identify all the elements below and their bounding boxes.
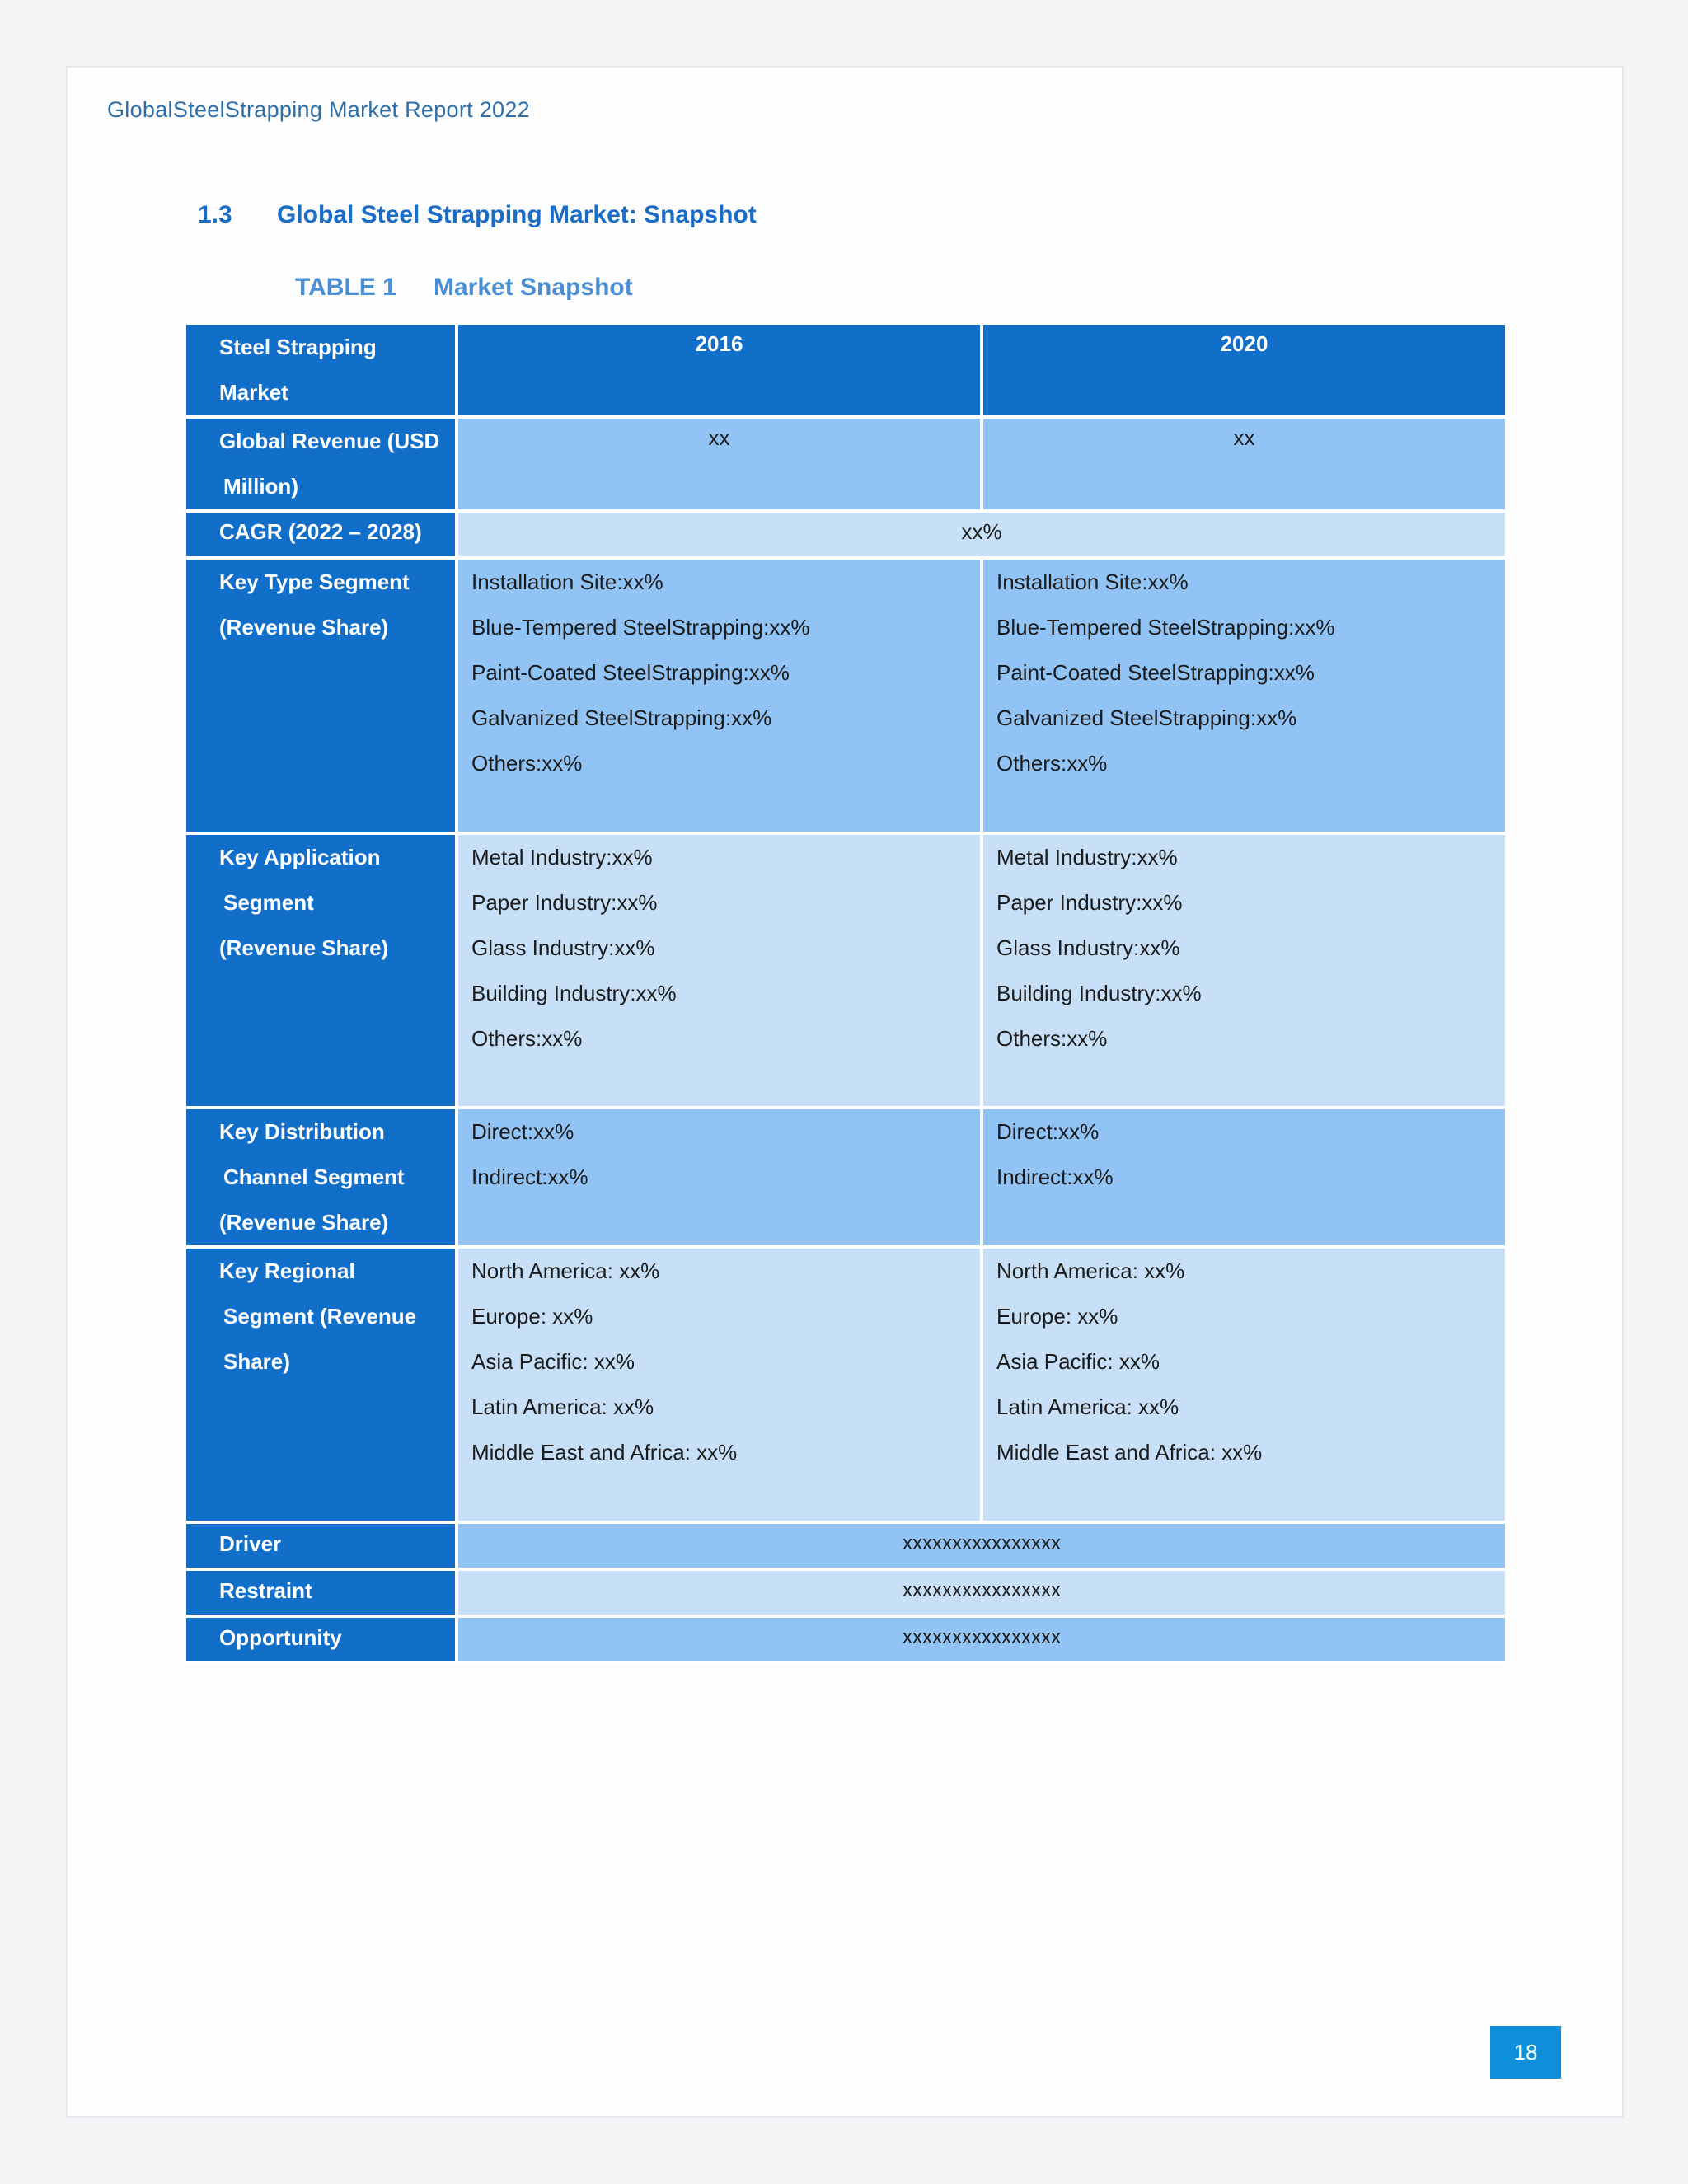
- list-item: Asia Pacific: xx%: [471, 1349, 635, 1374]
- list-item: Building Industry:xx%: [996, 981, 1202, 1005]
- row-label-line: CAGR (2022 – 2028): [219, 519, 422, 544]
- list-item: Europe: xx%: [996, 1304, 1118, 1329]
- list-item: Blue-Tempered SteelStrapping:xx%: [996, 615, 1335, 640]
- list-item: North America: xx%: [471, 1258, 660, 1283]
- row-label-line: Key Application: [219, 845, 381, 869]
- table-title: Market Snapshot: [434, 274, 633, 301]
- list-item: Glass Industry:xx%: [471, 935, 655, 960]
- row-label-line: Key Distribution: [219, 1119, 385, 1144]
- row-label-regional-segment: [185, 1247, 457, 1522]
- row-label-line: Key Type Segment: [219, 569, 410, 594]
- application-segment-2016: [457, 833, 982, 1108]
- regional-segment-2020: [982, 1247, 1507, 1522]
- row-label-application-segment: [185, 833, 457, 1108]
- distribution-segment-2020: [982, 1108, 1507, 1247]
- section-heading: [198, 201, 757, 229]
- header-label-line: Steel Strapping: [219, 335, 377, 359]
- page-number-badge: 18: [1490, 2026, 1561, 2079]
- list-item: Installation Site:xx%: [471, 569, 663, 594]
- year-2020-header: 2020: [982, 323, 1507, 417]
- list-item: Others:xx%: [996, 1026, 1108, 1051]
- list-item: Middle East and Africa: xx%: [471, 1440, 738, 1465]
- list-item: North America: xx%: [996, 1258, 1185, 1283]
- row-label-line: Opportunity: [219, 1625, 342, 1650]
- table-caption: [295, 274, 633, 302]
- list-item: Direct:xx%: [471, 1119, 574, 1144]
- list-item: Indirect:xx%: [996, 1165, 1114, 1189]
- list-item: Paint-Coated SteelStrapping:xx%: [471, 660, 790, 685]
- list-item: Europe: xx%: [471, 1304, 593, 1329]
- list-item: Paint-Coated SteelStrapping:xx%: [996, 660, 1315, 685]
- cagr-value: xx%: [457, 511, 1507, 558]
- row-label-revenue: [185, 417, 457, 511]
- row-label-line: Restraint: [219, 1578, 312, 1603]
- header-label-cell: [185, 323, 457, 417]
- list-item: Latin America: xx%: [471, 1394, 654, 1419]
- row-label-line: Million): [223, 474, 298, 499]
- row-label-cagr: [185, 511, 457, 558]
- row-label-line: Global Revenue (USD: [219, 429, 440, 453]
- list-item: Latin America: xx%: [996, 1394, 1179, 1419]
- row-label-driver: [185, 1522, 457, 1569]
- row-label-restraint: [185, 1569, 457, 1616]
- revenue-2020-value: xx: [982, 417, 1507, 511]
- list-item: Galvanized SteelStrapping:xx%: [996, 705, 1297, 730]
- distribution-segment-2016: [457, 1108, 982, 1247]
- table-number: TABLE 1: [295, 274, 396, 301]
- list-item: Blue-Tempered SteelStrapping:xx%: [471, 615, 810, 640]
- driver-value: xxxxxxxxxxxxxxxx: [457, 1522, 1507, 1569]
- row-label-line: (Revenue Share): [219, 615, 389, 640]
- row-label-distribution-segment: [185, 1108, 457, 1247]
- row-label-opportunity: [185, 1616, 457, 1663]
- row-label-line: Key Regional: [219, 1258, 355, 1283]
- table-row-cagr: [185, 511, 1507, 558]
- list-item: Building Industry:xx%: [471, 981, 677, 1005]
- list-item: Others:xx%: [471, 1026, 583, 1051]
- list-item: Paper Industry:xx%: [996, 890, 1183, 915]
- row-label-line: Segment: [223, 890, 314, 915]
- row-label-line: Driver: [219, 1531, 282, 1556]
- row-label-line: (Revenue Share): [219, 1210, 389, 1235]
- list-item: Middle East and Africa: xx%: [996, 1440, 1263, 1465]
- row-label-line: (Revenue Share): [219, 935, 389, 960]
- row-label-line: Channel Segment: [223, 1165, 405, 1189]
- list-item: Others:xx%: [996, 751, 1108, 776]
- table-row-regional-segment: [185, 1247, 1507, 1522]
- table-row-application-segment: [185, 833, 1507, 1108]
- list-item: Metal Industry:xx%: [996, 845, 1178, 869]
- year-2016-header: 2016: [457, 323, 982, 417]
- row-label-type-segment: [185, 558, 457, 833]
- row-label-line: Segment (Revenue: [223, 1304, 417, 1329]
- list-item: Asia Pacific: xx%: [996, 1349, 1160, 1374]
- list-item: Metal Industry:xx%: [471, 845, 653, 869]
- type-segment-2016: [457, 558, 982, 833]
- regional-segment-2016: [457, 1247, 982, 1522]
- header-label-line: Market: [219, 380, 288, 405]
- row-label-line: Share): [223, 1349, 290, 1374]
- list-item: Glass Industry:xx%: [996, 935, 1180, 960]
- running-header: GlobalSteelStrapping Market Report 2022: [107, 97, 530, 122]
- list-item: Paper Industry:xx%: [471, 890, 658, 915]
- list-item: Direct:xx%: [996, 1119, 1100, 1144]
- list-item: Others:xx%: [471, 751, 583, 776]
- list-item: Indirect:xx%: [471, 1165, 588, 1189]
- table-header-row: [185, 323, 1507, 417]
- section-number: 1.3: [198, 201, 232, 228]
- table-row-type-segment: [185, 558, 1507, 833]
- table-row-driver: [185, 1522, 1507, 1569]
- type-segment-2020: [982, 558, 1507, 833]
- revenue-2016-value: xx: [457, 417, 982, 511]
- application-segment-2020: [982, 833, 1507, 1108]
- section-title: Global Steel Strapping Market: Snapshot: [277, 201, 757, 228]
- market-snapshot-table: [183, 321, 1508, 1665]
- opportunity-value: xxxxxxxxxxxxxxxx: [457, 1616, 1507, 1663]
- list-item: Installation Site:xx%: [996, 569, 1189, 594]
- table-row-distribution-segment: [185, 1108, 1507, 1247]
- restraint-value: xxxxxxxxxxxxxxxx: [457, 1569, 1507, 1616]
- table-row-restraint: [185, 1569, 1507, 1616]
- table-row-revenue: [185, 417, 1507, 511]
- list-item: Galvanized SteelStrapping:xx%: [471, 705, 772, 730]
- table-row-opportunity: [185, 1616, 1507, 1663]
